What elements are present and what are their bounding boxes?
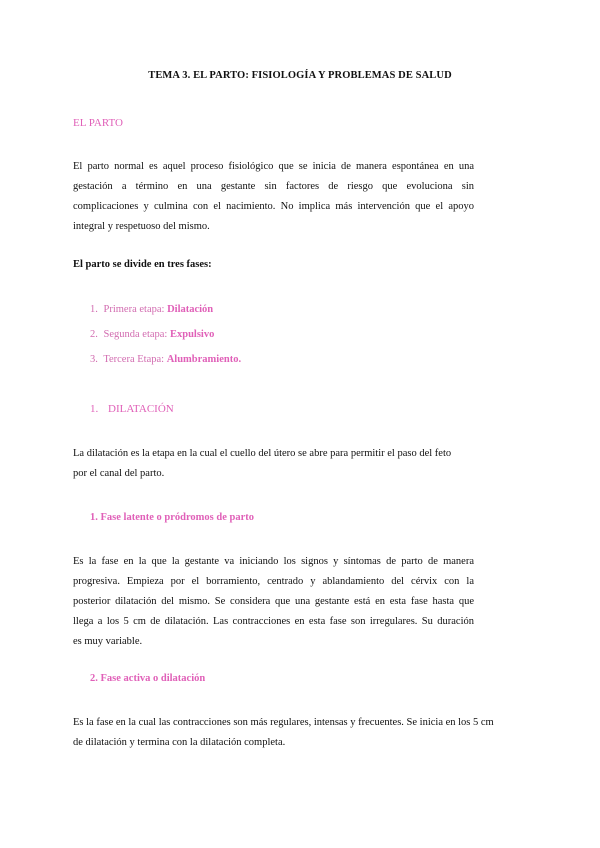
subsection-heading-fase-latente: 1. Fase latente o pródromos de parto xyxy=(90,512,254,523)
latente-paragraph xyxy=(73,552,474,652)
paragraph-line: El parto normal es aquel proceso fisiológico que se inicia de manera espontánea en una xyxy=(73,161,474,172)
stage-label: Segunda etapa: xyxy=(103,329,168,340)
phases-intro: El parto se divide en tres fases: xyxy=(73,259,212,270)
phases-list xyxy=(90,303,241,378)
paragraph-line: complicaciones y culmina con el nacimiento. No implica más intervención que el apoyo xyxy=(73,201,474,212)
dilatacion-paragraph xyxy=(73,444,521,484)
section-number: 1. xyxy=(90,403,99,415)
stage-label: Primera etapa: xyxy=(103,304,165,315)
paragraph-line: La dilatación es la etapa en la cual el cuello del útero se abre para permitir el paso del feto xyxy=(73,448,452,459)
document-title: TEMA 3. EL PARTO: FISIOLOGÍA Y PROBLEMAS DE SALUD xyxy=(148,70,452,81)
activa-paragraph xyxy=(73,713,533,753)
paragraph-line: Es la fase en la cual las contracciones son más regulares, intensas y frecuentes. Se inicia en los 5 cm xyxy=(73,717,494,728)
paragraph-line: gestación a término en una gestante sin factores de riesgo que evoluciona sin xyxy=(73,181,474,192)
list-item xyxy=(90,303,241,328)
phase-name: Expulsivo xyxy=(169,329,215,340)
section-heading-dilatacion xyxy=(90,403,174,415)
list-item xyxy=(90,328,241,353)
phase-name: Alumbramiento. xyxy=(166,354,242,365)
paragraph-line: es muy variable. xyxy=(73,636,143,647)
phase-name: Dilatación xyxy=(167,304,214,315)
paragraph-line: llega a los 5 cm de dilatación. Las contracciones en esta fase son irregulares. Su duración xyxy=(73,616,474,627)
intro-paragraph xyxy=(73,157,474,237)
paragraph-line: posterior dilatación del mismo. Se considera que una gestante está en esta fase hasta que xyxy=(73,596,474,607)
stage-label: Tercera Etapa: xyxy=(103,354,165,365)
list-number: 2. xyxy=(90,329,98,340)
list-number: 1. xyxy=(90,304,98,315)
paragraph-line: de dilatación y termina con la dilatación completa. xyxy=(73,737,286,748)
paragraph-line: integral y respetuoso del mismo. xyxy=(73,221,210,232)
paragraph-line: por el canal del parto. xyxy=(73,468,165,479)
paragraph-line: Es la fase en la que la gestante va iniciando los signos y síntomas de parto de manera xyxy=(73,556,474,567)
section-title: DILATACIÓN xyxy=(108,403,174,415)
list-item xyxy=(90,353,241,378)
subsection-heading-fase-activa: 2. Fase activa o dilatación xyxy=(90,673,206,684)
section-heading-el-parto: EL PARTO xyxy=(73,117,123,129)
list-number: 3. xyxy=(90,354,98,365)
paragraph-line: progresiva. Empieza por el borramiento, centrado y ablandamiento del cérvix con la xyxy=(73,576,474,587)
